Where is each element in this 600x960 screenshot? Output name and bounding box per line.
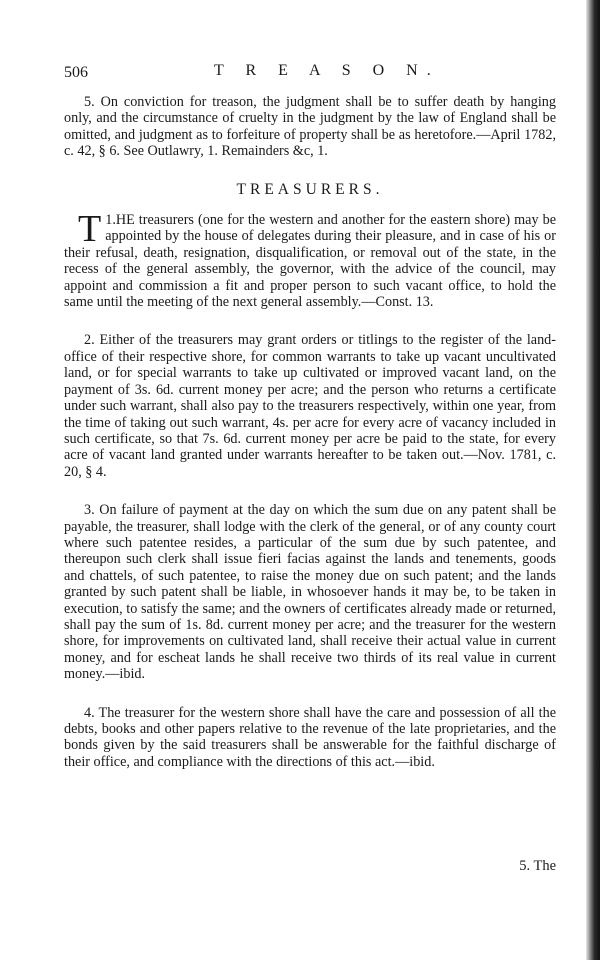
paragraph-3 [64,502,556,682]
paragraph-2 [64,332,556,480]
continuation-paragraph: 5. On conviction for treason, the judgment shall be to suffer death by hanging only, and the circumstance of cruelty in the judgment by the law of England shall be omitted, and judgment as to forfeiture of property shall be as heretofore.—April 1782, c. 42, § 6. See Outlawry, 1. Remainders &c, 1. [64,94,556,160]
paragraph-gap [64,683,556,705]
paragraph-1 [64,208,556,311]
running-title: T R E A S O N. [214,62,440,79]
page-body [64,94,556,770]
page-header [64,62,556,86]
paragraph-3-text: On failure of payment at the day on which the sum due on any patent shall be payable, the treasurer, shall lodge with the clerk of the general, or of any county court where such patentee resides, a particular of the sum due by such patentee, and thereupon such clerk shall issue fieri facias against the lands and tenements, goods and chattels, of such patentee, to raise the money due on such patent; and the lands granted by such patent shall be liable, in whosoever hands it may be, to be taken in execution, to satisfy the same; and the owners of certificates already made or returned, shall pay the sum of 1s. 8d. current money per acre; and the treasurer for the western shore, for improvements on cultivated land, shall receive their actual value in current money, and for escheat lands he shall receive two thirds of its real value in current money.—ibid. [64,502,556,683]
section-title: TREASURERS. [236,180,384,198]
page-number: 506 [64,64,88,81]
paragraph-2-number: 2. [84,332,95,349]
paragraph-gap [64,480,556,502]
paragraph-1-number: 1. [105,212,116,229]
paragraph-gap [64,310,556,332]
paragraph-2-text: Either of the treasurers may grant orders or titlings to the register of the land-office of their respective shore, for common warrants to take up vacant uncultivated land, or for special warrants to take up cultivated or improved vacant land, on the payment of 3s. 6d. current money per acre; and the person who returns a certificate under such warrant, shall also pay to the treasurers respectively, within one year, from the time of taking out such warrant, 4s. per acre for every acre of vacancy included in such certificate, so that 7s. 6d. current money per acre be paid to the state, for every acre of vacant land granted under warrants hereafter to be taken out.—Nov. 1781, c. 20, § 4. [64,332,556,480]
paragraph-3-number: 3. [84,502,95,519]
paragraph-4 [64,705,556,771]
drop-cap: T [78,208,102,251]
paragraph-4-text: The treasurer for the western shore shall have the care and possession of all the debts, books and other papers relative to the revenue of the late proprietaries, and the bonds given by the said treasurers shall be answerable for the faithful discharge of their office, and compliance with the directions of this act.—ibid. [64,704,556,770]
catchword: 5. The [519,858,556,874]
binding-gutter-shadow [586,0,600,960]
paragraph-1-text: HE treasurers (one for the western and another for the eastern shore) may be appointed by the house of delegates during their pleasure, and in case of his or their refusal, death, resignation, disqualification, or removal out of the state, in the recess of the general assembly, the governor, with the advice of the council, may appoint and commission a fit and proper person to such vacant office, to hold the same until the meeting of the next general assembly.—Const. 13. [64,212,556,311]
paragraph-4-number: 4. [84,704,95,721]
